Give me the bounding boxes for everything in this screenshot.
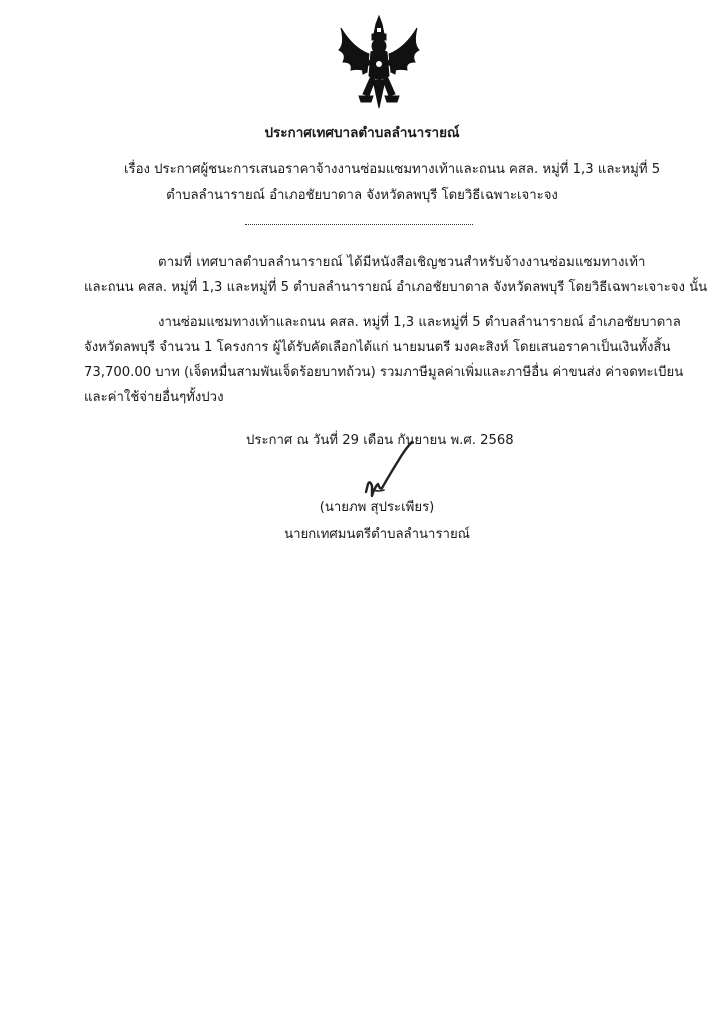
subject-line-1: เรื่อง ประกาศผู้ชนะการเสนอราคาจ้างงานซ่อมแซมทางเท้าและถนน คสล. หมู่ที่ 1,3 และหมู่ที่ 5 <box>124 162 661 177</box>
signer-position: นายกเทศมนตรีตำบลลำนารายณ์ <box>284 527 470 542</box>
subject-line-2: ตำบลลำนารายณ์ อำเภอชัยบาดาล จังหวัดลพบุรี โดยวิธีเฉพาะเจาะจง <box>166 188 558 203</box>
paragraph-2-line-3: 73,700.00 บาท (เจ็ดหมื่นสามพันเจ็ดร้อยบาทถ้วน) รวมภาษีมูลค่าเพิ่มและภาษีอื่น ค่าขนส่ง ค่าจดทะเบียน <box>84 365 684 380</box>
paragraph-2-line-2: จังหวัดลพบุรี จำนวน 1 โครงการ ผู้ได้รับคัดเลือกได้แก่ นายมนตรี มงคะสิงห์ โดยเสนอราคาเป็นเงินทั้งสิ้น <box>84 340 671 355</box>
dotted-divider <box>245 224 473 225</box>
document-title: ประกาศเทศบาลตำบลลำนารายณ์ <box>264 125 460 141</box>
paragraph-1-line-2: และถนน คสล. หมู่ที่ 1,3 และหมู่ที่ 5 ตำบลลำนารายณ์ อำเภอชัยบาดาล จังหวัดลพบุรี โดยวิธีเฉพาะเจาะจง นั้น <box>84 280 708 295</box>
paragraph-2-line-4: และค่าใช้จ่ายอื่นๆทั้งปวง <box>84 390 224 405</box>
handwritten-signature-icon <box>360 440 420 502</box>
announcement-date: ประกาศ ณ วันที่ 29 เดือน กันยายน พ.ศ. 2568 <box>246 433 514 448</box>
signer-name: (นายภพ สุประเพียร) <box>319 500 435 515</box>
paragraph-1-line-1: ตามที่ เทศบาลตำบลลำนารายณ์ ได้มีหนังสือเชิญชวนสำหรับจ้างงานซ่อมแซมทางเท้า <box>158 255 646 270</box>
paragraph-2-line-1: งานซ่อมแซมทางเท้าและถนน คสล. หมู่ที่ 1,3 และหมู่ที่ 5 ตำบลลำนารายณ์ อำเภอชัยบาดาล <box>158 315 681 330</box>
garuda-emblem-icon <box>333 14 425 112</box>
